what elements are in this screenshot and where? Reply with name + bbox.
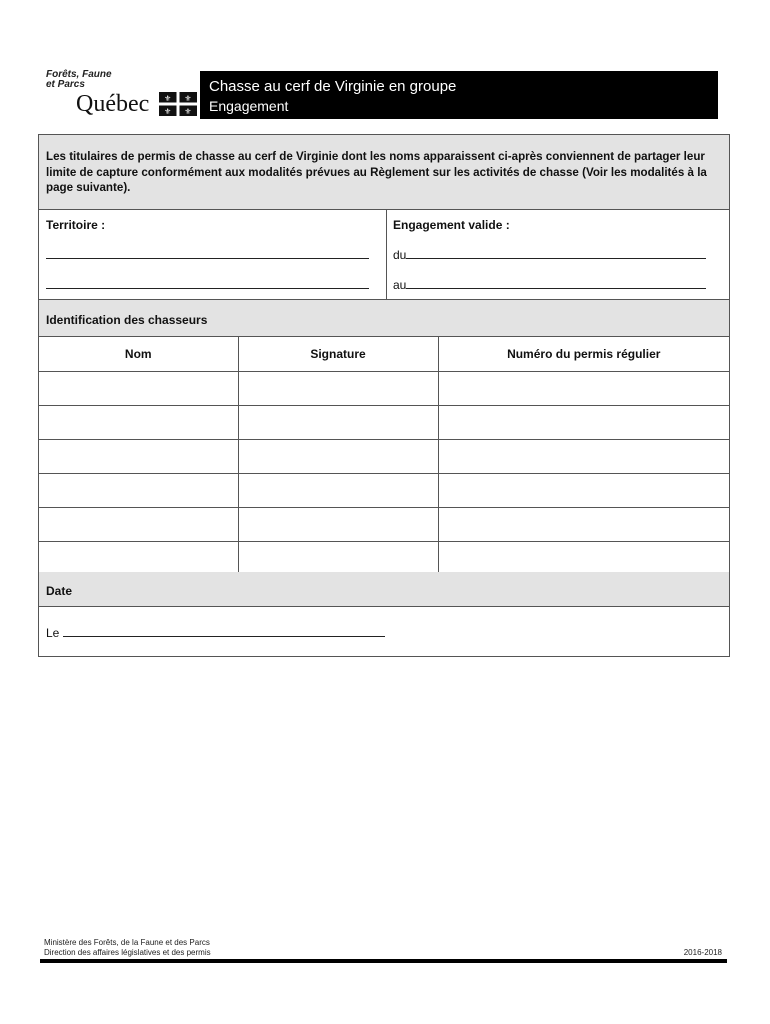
hunters-table (39, 337, 729, 576)
nom-cell[interactable] (39, 439, 238, 473)
column-header-signature: Signature (238, 337, 438, 371)
engagement-from-field[interactable] (393, 247, 706, 262)
signature-cell[interactable] (238, 473, 438, 507)
nom-cell[interactable] (39, 405, 238, 439)
date-header (39, 572, 729, 607)
form-title: Chasse au cerf de Virginie en groupe (209, 78, 457, 95)
signature-cell[interactable] (238, 507, 438, 541)
quebec-logo (46, 70, 196, 120)
date-prefix: Le (46, 626, 60, 640)
territoire-line-1[interactable] (46, 247, 369, 262)
territoire-label: Territoire : (46, 218, 106, 232)
footer-direction: Direction des affaires législatives et des permis (44, 948, 211, 957)
column-header-permis: Numéro du permis régulier (438, 337, 729, 371)
permis-cell[interactable] (438, 405, 729, 439)
engagement-label: Engagement valide : (393, 218, 510, 232)
signature-cell[interactable] (238, 541, 438, 575)
quebec-flag-icon (159, 92, 197, 116)
ministry-name: Forêts, Faune et Parcs (46, 69, 112, 90)
territoire-section (39, 210, 387, 300)
svg-text:⚜: ⚜ (184, 107, 192, 116)
table-row (39, 541, 729, 575)
permis-cell[interactable] (438, 439, 729, 473)
table-row (39, 439, 729, 473)
engagement-section (387, 210, 729, 300)
footer-rule (40, 959, 727, 963)
identification-header (39, 300, 729, 337)
hunters-table-header (39, 337, 729, 371)
signature-cell[interactable] (238, 405, 438, 439)
territoire-line-2[interactable] (46, 277, 369, 292)
date-field[interactable] (46, 625, 385, 640)
permis-cell[interactable] (438, 541, 729, 575)
footer-ministry-block (44, 938, 211, 958)
quebec-wordmark: Québec (76, 91, 150, 117)
column-header-nom: Nom (39, 337, 238, 371)
intro-paragraph: Les titulaires de permis de chasse au cerf de Virginie dont les noms apparaissent ci-après conviennent de partager leur limite de capture conformément aux modalités prévues au Règlement sur les activités de chasse (Voir les modalités à la page suivante). (39, 135, 729, 210)
table-row (39, 473, 729, 507)
form-subtitle: Engagement (209, 98, 289, 114)
permis-cell[interactable] (438, 473, 729, 507)
signature-cell[interactable] (238, 439, 438, 473)
date-label: Date (46, 584, 73, 598)
table-row (39, 371, 729, 405)
table-row (39, 507, 729, 541)
engagement-to-field[interactable] (393, 277, 706, 292)
engagement-to-label: au (393, 278, 407, 292)
permis-cell[interactable] (438, 371, 729, 405)
svg-text:⚜: ⚜ (164, 107, 172, 116)
form-title-banner (200, 71, 718, 119)
footer-ministry: Ministère des Forêts, de la Faune et des Parcs (44, 938, 210, 947)
svg-text:⚜: ⚜ (164, 94, 172, 104)
signature-cell[interactable] (238, 371, 438, 405)
form-frame (38, 134, 730, 657)
table-row (39, 405, 729, 439)
nom-cell[interactable] (39, 473, 238, 507)
nom-cell[interactable] (39, 507, 238, 541)
svg-text:⚜: ⚜ (184, 94, 192, 104)
nom-cell[interactable] (39, 541, 238, 575)
permis-cell[interactable] (438, 507, 729, 541)
nom-cell[interactable] (39, 371, 238, 405)
identification-label: Identification des chasseurs (46, 313, 208, 327)
footer-period: 2016-2018 (683, 948, 722, 957)
engagement-from-label: du (393, 248, 407, 262)
